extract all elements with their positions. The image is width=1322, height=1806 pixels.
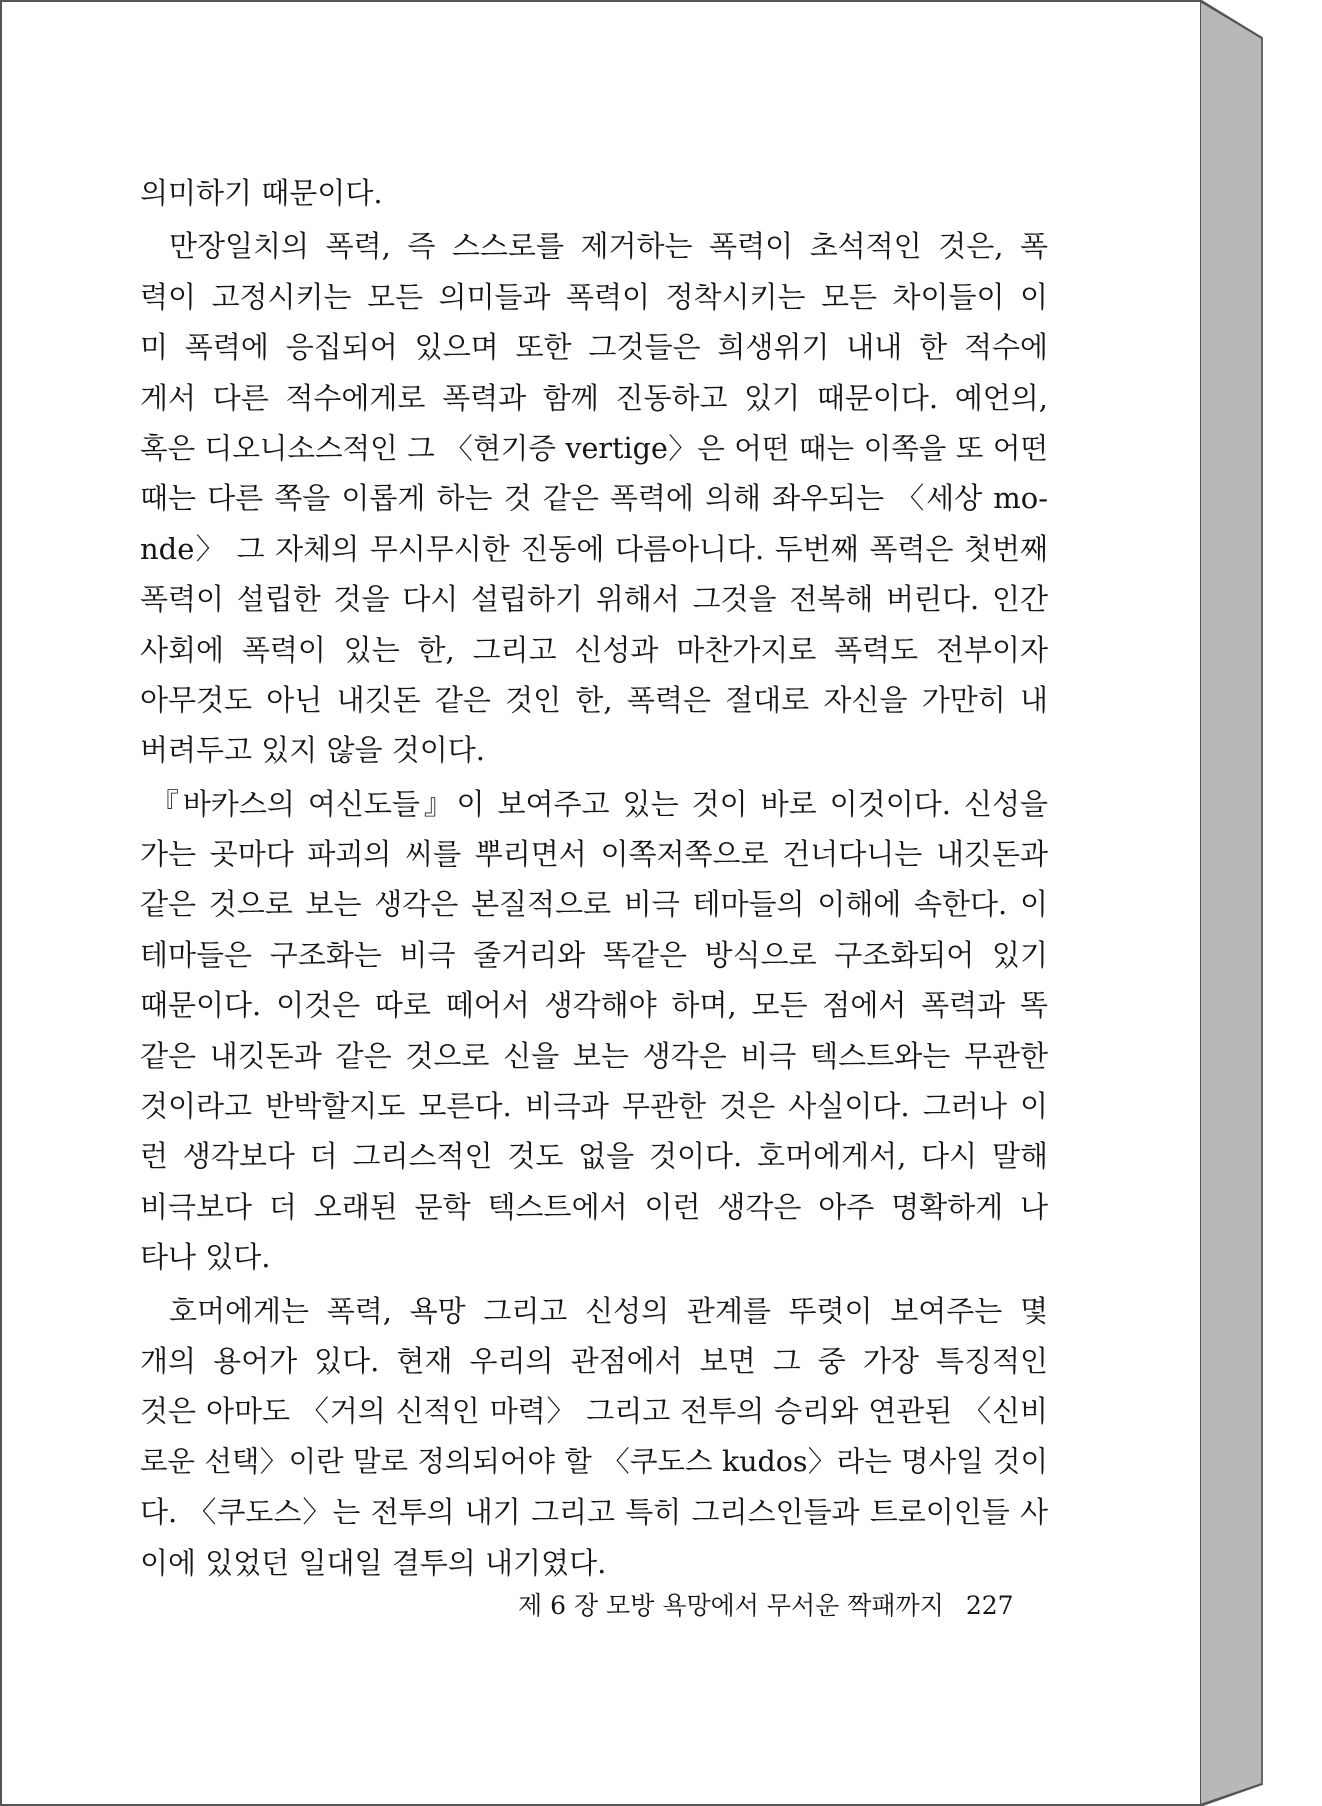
text-line: 게서 다른 적수에게로 폭력과 함께 진동하고 있기 때문이다. 예언의,: [140, 380, 1048, 415]
page-number: 227: [965, 1591, 1014, 1620]
paragraph-1: [140, 168, 1048, 218]
text-line: 것이라고 반박할지도 모른다. 비극과 무관한 것은 사실이다. 그러나 이: [140, 1089, 1048, 1124]
body-text: [140, 168, 1048, 1588]
text-line: 다. 〈쿠도스〉는 전투의 내기 그리고 특히 그리스인들과 트로이인들 사: [140, 1495, 1048, 1530]
text-line: 로운 선택〉이란 말로 정의되어야 할 〈쿠도스 kudos〉라는 명사일 것이: [140, 1444, 1048, 1478]
text-line: 『바카스의 여신도들』이 보여주고 있는 것이 바로 이것이다. 신성을: [150, 786, 1048, 821]
text-line: 아무것도 아닌 내깃돈 같은 것인 한, 폭력은 절대로 자신을 가만히 내: [140, 682, 1048, 717]
paragraph-4: [140, 1286, 1048, 1588]
paragraph-2: [140, 221, 1048, 775]
text-line: 호머에게는 폭력, 욕망 그리고 신성의 관계를 뚜렷이 보여주는 몇: [169, 1293, 1048, 1328]
text-line: 비극보다 더 오래된 문학 텍스트에서 이런 생각은 아주 명확하게 나: [140, 1189, 1048, 1224]
text-line: 때는 다른 쪽을 이롭게 하는 것 같은 폭력에 의해 좌우되는 〈세상 mo-: [140, 481, 1048, 516]
text-line: 혹은 디오니소스적인 그 〈현기증 vertige〉은 어떤 때는 이쪽을 또 어떤: [140, 430, 1048, 465]
text-line: 같은 내깃돈과 같은 것으로 신을 보는 생각은 비극 텍스트와는 무관한: [140, 1038, 1048, 1073]
text-line: 력이 고정시키는 모든 의미들과 폭력이 정착시키는 모든 차이들이 이: [140, 279, 1048, 314]
text-line: 폭력이 설립한 것을 다시 설립하기 위해서 그것을 전복해 버린다. 인간: [140, 582, 1048, 617]
paragraph-3: [140, 779, 1048, 1283]
text-line: 때문이다. 이것은 따로 떼어서 생각해야 하며, 모든 점에서 폭력과 똑: [140, 988, 1048, 1023]
text-line: 것은 아마도 〈거의 신적인 마력〉 그리고 전투의 승리와 연관된 〈신비: [140, 1394, 1048, 1429]
text-line: 가는 곳마다 파괴의 씨를 뿌리면서 이쪽저쪽으로 건너다니는 내깃돈과: [140, 837, 1048, 872]
text-line: 버려두고 있지 않을 것이다.: [140, 733, 486, 768]
text-line: 같은 것으로 보는 생각은 본질적으로 비극 테마들의 이해에 속한다. 이: [140, 887, 1048, 922]
page-stack-edge: [1200, 0, 1322, 1806]
text-line: 개의 용어가 있다. 현재 우리의 관점에서 보면 그 중 가장 특징적인: [140, 1343, 1048, 1378]
page-footer: [518, 1586, 1018, 1622]
text-line: 타나 있다.: [140, 1240, 271, 1275]
text-line: 이에 있었던 일대일 결투의 내기였다.: [140, 1545, 607, 1580]
text-line: 만장일치의 폭력, 즉 스스로를 제거하는 폭력이 초석적인 것은, 폭: [169, 229, 1048, 264]
text-line: 테마들은 구조화는 비극 줄거리와 똑같은 방식으로 구조화되어 있기: [140, 937, 1048, 972]
text-line: 런 생각보다 더 그리스적인 것도 없을 것이다. 호머에게서, 다시 말해: [140, 1139, 1048, 1174]
text-line: 의미하기 때문이다.: [140, 176, 383, 210]
text-line: 미 폭력에 응집되어 있으며 또한 그것들은 희생위기 내내 한 적수에: [140, 330, 1048, 365]
text-line: 사회에 폭력이 있는 한, 그리고 신성과 마찬가지로 폭력도 전부이자: [140, 632, 1048, 667]
text-line: nde〉 그 자체의 무시무시한 진동에 다름아니다. 두번째 폭력은 첫번째: [140, 531, 1048, 566]
running-head: 제 6 장 모방 욕망에서 무서운 짝패까지: [518, 1591, 944, 1620]
